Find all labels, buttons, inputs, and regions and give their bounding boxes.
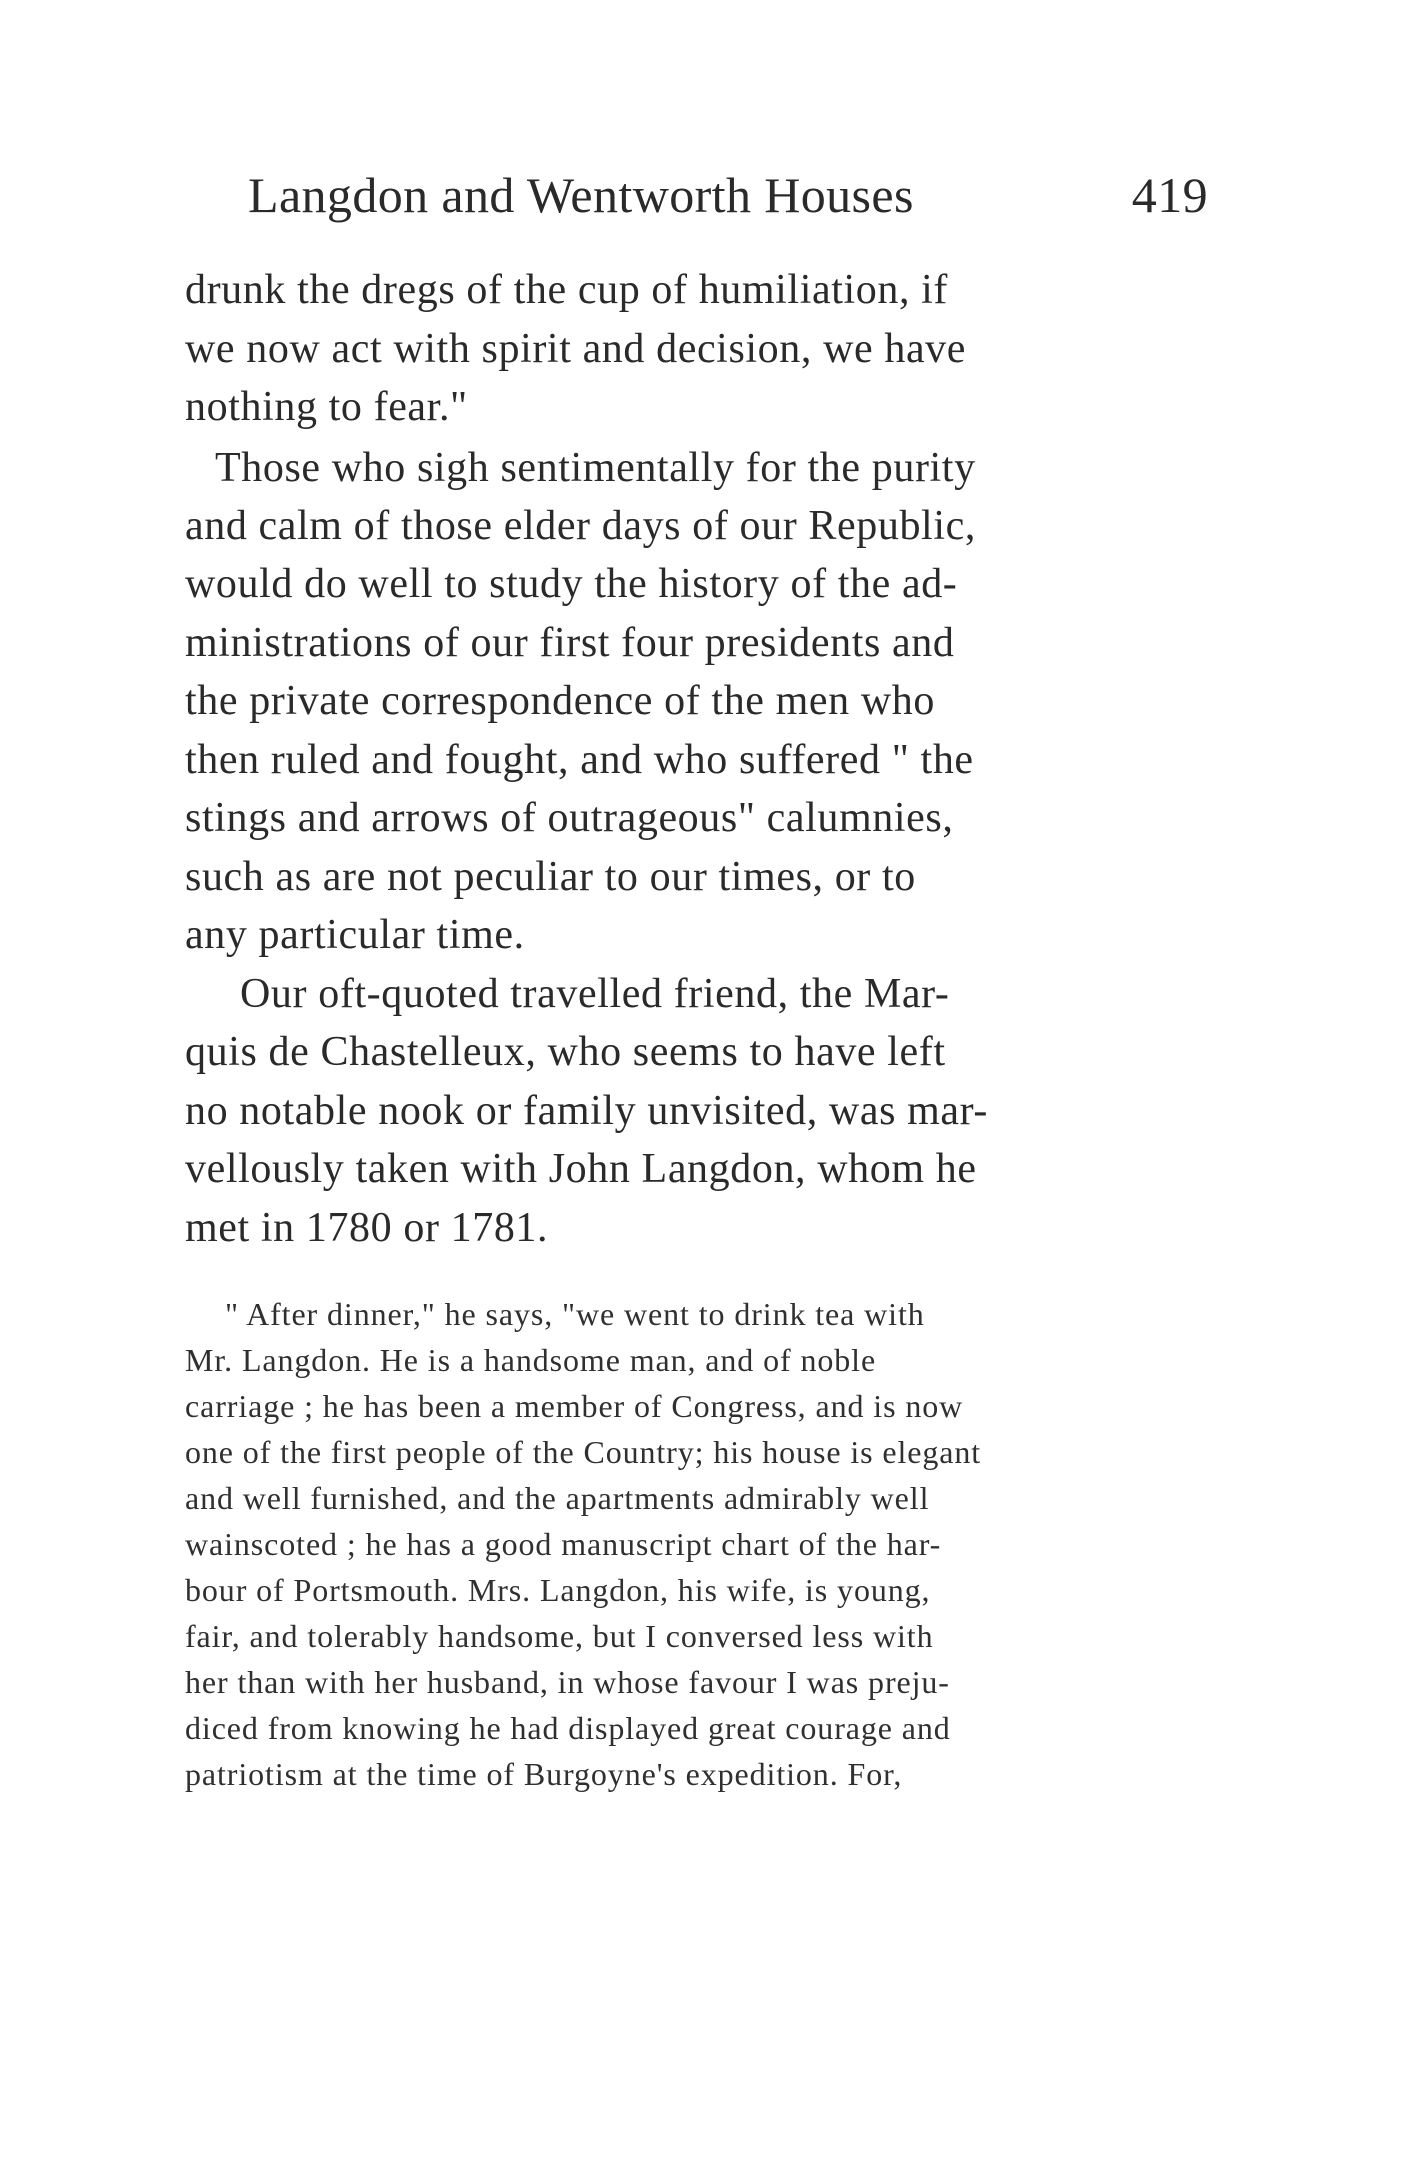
quote-line: patriotism at the time of Burgoyne's expedition. For, [185, 1756, 903, 1792]
quote-line: carriage ; he has been a member of Congress, and is now [185, 1388, 964, 1424]
page-number: 419 [1131, 167, 1208, 223]
quote-line: wainscoted ; he has a good manuscript chart of the har- [185, 1526, 942, 1562]
body-line: we now act with spirit and decision, we have [185, 326, 967, 372]
body-line: ministrations of our first four presidents and [185, 620, 955, 666]
quote-line: Mr. Langdon. He is a handsome man, and of noble [185, 1342, 877, 1378]
body-line: then ruled and fought, and who suffered " the [185, 737, 974, 783]
body-line: the private correspondence of the men who [185, 678, 935, 724]
body-line: met in 1780 or 1781. [185, 1205, 549, 1251]
body-line: would do well to study the history of the ad- [185, 561, 958, 607]
body-line: no notable nook or family unvisited, was mar- [185, 1088, 988, 1134]
quote-line: and well furnished, and the apartments admirably well [185, 1480, 930, 1516]
quote-line: her than with her husband, in whose favour I was preju- [185, 1664, 950, 1700]
body-line: vellously taken with John Langdon, whom he [185, 1146, 977, 1192]
body-line: quis de Chastelleux, who seems to have left [185, 1029, 946, 1075]
quote-line: fair, and tolerably handsome, but I conversed less with [185, 1618, 934, 1654]
body-line: any particular time. [185, 912, 525, 958]
body-line: drunk the dregs of the cup of humiliation, if [185, 267, 949, 313]
quote-line: " After dinner," he says, "we went to drink tea with [225, 1296, 925, 1332]
quote-line: bour of Portsmouth. Mrs. Langdon, his wife, is young, [185, 1572, 931, 1608]
body-line: Those who sigh sentimentally for the purity [215, 445, 976, 491]
body-line: such as are not peculiar to our times, or to [185, 854, 916, 900]
body-line: nothing to fear." [185, 384, 468, 430]
body-line: stings and arrows of outrageous" calumnies, [185, 795, 954, 841]
body-line: Our oft-quoted travelled friend, the Mar- [240, 971, 950, 1017]
running-head: Langdon and Wentworth Houses [248, 167, 914, 223]
quote-line: one of the first people of the Country; his house is elegant [185, 1434, 982, 1470]
body-line: and calm of those elder days of our Republic, [185, 503, 976, 549]
quote-line: diced from knowing he had displayed great courage and [185, 1710, 951, 1746]
page-header [248, 160, 1208, 230]
